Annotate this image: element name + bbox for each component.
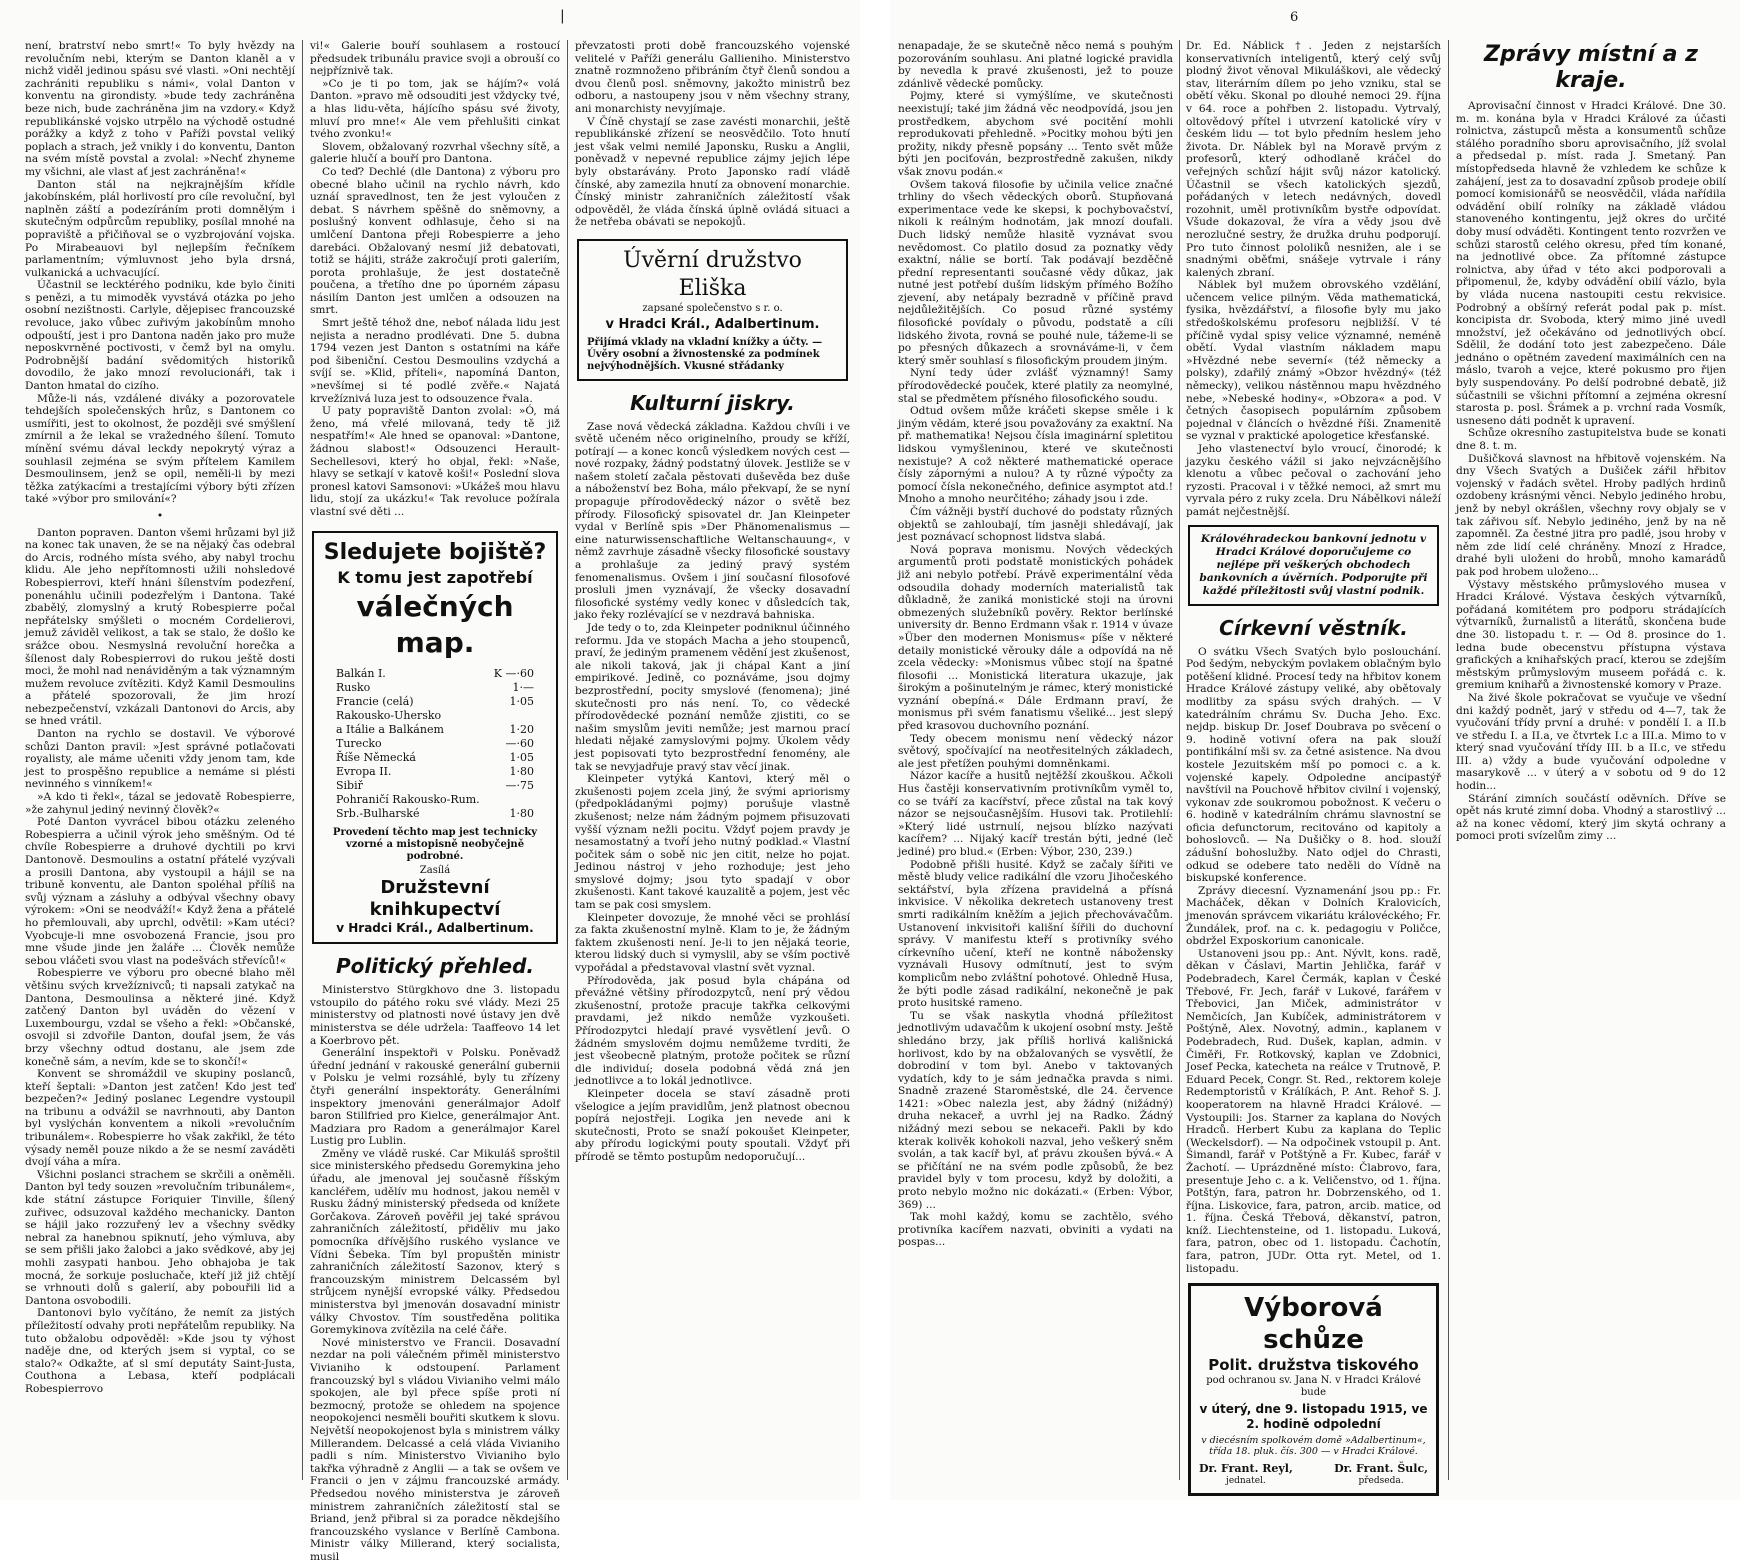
ad-text: Přijímá vklady na vkladní knížky a účty. — Úvěry osobní a živnostenské za podmínek nejvýhodnějších. Vkusné střádanky bbox=[587, 336, 823, 372]
signature-role: předseda. bbox=[1358, 1475, 1404, 1486]
article-paragraph: Kleinpeter dovozuje, že mnohé věci se prohlásí za fakta zkušenostní mylně. Klam to je, že žádným faktem zkušenosti není. Je-li to jen nějaká teorie, kterou lidský duch si vymyslil, aby se vším poctivě vypořádal a představoval vlastní svět vyznal. bbox=[575, 911, 850, 975]
ad-date: v úterý, dne 9. listopadu 1915, ve 2. hodině odpolední bbox=[1199, 1402, 1428, 1432]
price-row: Srb.-Bulharské 1·80 bbox=[336, 806, 534, 820]
left-col-1 bbox=[25, 40, 295, 1485]
bank-notice-box bbox=[1188, 525, 1439, 606]
signature-role: jednatel. bbox=[1226, 1475, 1266, 1486]
article-paragraph: Ovšem taková filosofie by učinila velice značné trhliny do všech vědeckých oborů. Stupňovaná experimentace vede ke skepsi, k pochybovačství, nikoli k reálným hodnotám, jak mnozí doufali. Duch lidský nemůže hlasitě vyznávat svou nevědomost. Co platilo dosud za poznatky vědy exaktní, nálie se bortí. Tak podávají bezděčně přední representanti současné vědy důkaz, jak nutné jest potřebí duším lidským přímého Božího zjevení, aby netápaly bezradně v příčině pravd nejdůležitějších. Co posud různé systémy filosofické povídaly o původu, podstatě a cíli lidského života, rovná se pouhé nule, tážeme-li se po přesných důkazech a srovnáváme-li, v čem který směr souhlasí s filosofickým proudem jiným. bbox=[898, 178, 1173, 367]
ad-firm-name: Družstevní knihkupectví bbox=[369, 877, 501, 921]
article-paragraph: Může-li nás, vzdálené diváky a pozorovatele tehdejších společenských hrůz, s Dantonem co usmířiti, jest to okolnost, že později své smýšlení zmírnil a že lekal se vražedného šílení. Tomuto mínění svému dával leckdy nepokrytý výraz a souhlasil zejména se svým přítelem Kamilem Desmoulinsem, jenž se opil, neměli-li by mezi těžka zatýkacími a trestajícími výbory býti zřízen také »výbor pro smilování«? bbox=[25, 392, 295, 506]
ad-address: v Hradci Král., Adalbertinum. bbox=[605, 316, 820, 332]
price-row: Sibiř —·75 bbox=[336, 778, 534, 792]
price-row: Evropa II. 1·80 bbox=[336, 764, 534, 778]
article-paragraph: Poté Danton vyvrácel bibou otázku zeleného Robespierra a učinil výrok jeho směšným. Od té chvíle Robespierre a druhové dychtili po krvi Dantonově. Desmoulins a ostatní přátelé vyzývali a prosili Dantona, aby vystoupil a hájil se na tribuně konventu, ale Danton spoléhal příliš na svůj význam a zásluhy a odbýval všechny obavy výrokem: »Oni se neodváží!« Když žena a přátelé ho přemlouvali, aby uprchl, odvětil: »Kam utéci? Vyobcuje-li mne osvobozená Francie, jsou pro mne všude jinde jen žaláře ... Člověk nemůže sebou vláčeti svou vlast na podešvách střevíců!« bbox=[25, 816, 295, 967]
article-paragraph: O svátku Všech Svatých bylo poslouchání. Pod šedým, nebyckým povlakem oblačným bylo potěšení klidné. Procesí tedy na hřbitov konem Hradce Králové zástupy veliké, aby obětovaly modlitby za spásu svých drahých. — V katedrálním chrámu Sv. Ducha Jeho. Exc. nejdp. biskup Dr. Josef Doubrava po svěcení o 9. hodině votivní ofera na pak slouží pontifikální mši sv. za četné asistence. Na dvou kostele Jezuitském mší po pomoci c. a k. vojenské kapely. Odpoledne ancipastýř navštívil na Pouchově hřbitov civilní i vojenský, vykonav zde soukromou pobožnost. K večeru o 6. hodině v katedrálním chrámu slavnostní se oficia defunctorum, recitováno od kapitoly a bohoslovců. — Na Dušičky o 8. hod. slouží zádušní bohoslužby. Nato odjel do Chrasti, odkud se odebere tato neděli do Vídně na biskupské konference. bbox=[1186, 645, 1441, 885]
article-paragraph: Danton na rychlo se dostavil. Ve výborové schůzi Danton pravil: »Jest správné potlačovati royalisty, ale máme učeniti vždy jenom tam, kde jest to prospěšno republice a nemáme si plésti nevinného s vinníkem!« bbox=[25, 728, 295, 791]
ad-note: Provedení těchto map jest technicky vzorné a mistopisně neobyčejně podrobné. bbox=[332, 826, 538, 862]
article-paragraph: Generální inspektoři v Polsku. Poněvadž úřední jednání v rakouské generální gubernii v Polsku je velmi rozsáhlé, byly tu zřízeny čtyři generální inspektoráty. Generálními inspektory jmenováni generálmajor Adolf baron Stillfried pro Kielce, generálmajor Ant. Madziara pro Radom a generálmajor Karel Lustig pro Lublin. bbox=[310, 1047, 560, 1148]
article-paragraph: Nová poprava monismu. Nových vědeckých argumentů proti podstatě monistických pohádek již ani nebylo potřebí. Právě experimentální věda odsoudila dohady moderních materialistů tak důkladně, že zaniká monistické stoji na úrovni obmezených služebníků pověry. Rektor berlínské university dr. Benno Erdmann však r. 1914 v úvaze »Über den modernen Monismus« píše v některé detaily monistické věrouky dále a odpovídá na ně zcela vědecky: »Monismus vůbec stojí na špatné filosofii ... Monistická literatura ukazuje, jak širokým a pošinutelným je rámec, který monistické vyznání obepíná.« Dále Erdmann praví, že monismus při svém fanatismu všeliké... jest slepý před krasovou duchovního poznání. bbox=[898, 543, 1173, 733]
price-row: Francie (celá) 1·05 bbox=[336, 694, 534, 708]
separator-dot: • bbox=[156, 509, 164, 522]
article-paragraph: Výstavy městského průmyslového musea v Hradci Králové. Výstava českých výtvarníků, pořádaná komitétem pro podporu strádajících výtvarníků, žurnalistů a literátů, skončena bude dne 30. listopadu t. r. — Od 8. prosince do 1. ledna bude obecenstvu přístupna výstava grafických a knihařských prací, kterou se zdejším městským průmyslovým museem pořádá c. k. gremium knihařů a živnostenské komory v Praze. bbox=[1456, 578, 1726, 692]
article-paragraph: Nové ministerstvo ve Francii. Dosavadní nezdar na poli válečném přiměl ministerstvo Vivianiho k odstoupení. Parlament francouzský byl s vládou Vivianiho velmi málo spokojen, ale byl přece spíše proti ní bezmocný, protože se ohledem na spojence neopokojenci nesměli bouřiti skutkem k slovu. Největší neopokojenost byla s ministrem války Millerandem. Delcassé a celá vláda Vivianiho padli s ním. Ministerstvo Vivianiho bylo takřka výhradně z Anglii — a tak se ovšem ve Francii o jen v zájmu francouzské armády. Předsedou nového ministerstva je zároveň ministrem zahraničních záležitostí stal se Briand, jenž přibral si za poradce někdejšího francouzského vyslance v Berlíně Cambona. Ministr války Millerand, který socialista, musil bbox=[310, 1336, 560, 1563]
article-paragraph: Ustanoveni jsou pp.: Ant. Nývlt, kons. radě, děkan v Čáslavi, Martin Jehlička, farář v Podebradech, Karel Čermák, kaplan v České Třebové, Fr. Jech, farář v Lukové, farářem v Třebovici, Jan Miček, administrátor v Nemčicích, Jan Kubíček, administrátorem v Poštýně, Alex. Novotný, admin., kaplanem v Podebradech, Rud. Dušek, kaplan, admin. v Čiměři, Fr. Rotkovský, kaplan ve Zdobnici, Josef Pecka, katecheta na reálce v Trutnově, P. Eduard Pecek, Congr. St. Red., rektorem koleje Redemptoristů v Králíkách, P. Ant. Rehoř S. J. kooperatorem na hlavně Hradci Králové. — Vystoupili: Jos. Starner za kaplana do Nových Hradců. Herbert Kubu za kaplana do Teplic (Weckelsdorf). — Na odpočinek vstoupil p. Ant. Šimandl, farář v Potštýně a Fr. Kubec, farář v Žachotí. — Uprázdněné místo: Člabrovo, fara, presentuje Jeho c. a k. Veličenstvo, od 1. října. Potštýn, fara, patron hr. Dobrzenského, od 1. října. Liskovice, fara, patron, arcib. matice, od 1. října. Česká Třebová, děkanství, patron, kníž. Liechtensteine, od 1. listopadu. Luková, fara, patron, obec od 1. listopadu. Čachotín, fara, patron, JUDr. Otta ryt. Metel, od 1. listopadu. bbox=[1186, 947, 1441, 1275]
article-paragraph: Slovem, obžalovaný rozvrhal všechny sítě, a galerie hlučí a bouří pro Dantona. bbox=[310, 140, 560, 166]
article-paragraph: Stárání zimních součástí oděvních. Dříve se opět nás kruté zimní doba. Vhodný a starostlivý ... až na konec vědomí, který jim skytá ochrany a pomoci proti svízelům zimy ... bbox=[1456, 792, 1726, 843]
article-paragraph: Ministerstvo Stürgkhovo dne 3. listopadu vstoupilo do pátého roku své vlády. Mezi 25 ministerstvy od platnosti nové ústavy jen dvě ministerstva se déle udržela: Taaffeovo 14 let a Koerbrovo pět. bbox=[310, 984, 560, 1047]
article-paragraph: Přírodověda, jak posud byla chápána od převážné většiny přírodozpytců, není prý vědou zkušenostní, protože pracuje takřka celkovými pravdami, jež nikdo nemůže vyzkoušeti. Přírodozpytci hledají pravé vysvětlení jevů. O žádném smyslovém dojmu nemůžeme tvrditi, že jest všeobecně platným, protože počitek se různí dle individuí; dosela podobná vědá zná jen jednotlivce a to lokál jednotlivce. bbox=[575, 974, 850, 1088]
article-paragraph: Pojmy, které si vymýšlíme, ve skutečnosti neexistují; také jim žádná věc neodpovídá, jsou jen prostředkem, abychom své pocitění mohli reprodukovati přehledně. »Pocitky mohou býti jen prožity, nikdy přesně popsány ... Tento svět může býti jen pociťován, bezprostředně zakušen, nikdy však znovu podán.« bbox=[898, 90, 1173, 178]
article-paragraph: Jeho vlastenectví bylo vroucí, činorodé; k jazyku českého vážil si jako nejvzácnějšího klenotu a vůbec pečoval o zachování jeho ryzosti. Pracoval i v těžké nemoci, až smrt mu vyrvala péro z ruky zcela. Dru Nábělkovi náleží památ nejčestnější. bbox=[1186, 443, 1441, 518]
article-paragraph: Tu se však naskytla vhodná příležitost jednotlivým udavačům k ukojení osobní msty. Ještě shledáno brzy, jak příliš horlivá kališnická horlivost, kdo by na obžalovaných se vysvětlí, že dobrodiní v tom byl. Anebo v taktovaných vydatích, kdy to je sám jednačka pravda s nimi. Snadně zrazené Staroměstské, dle 24. července 1421: »Obec nalezla jest, aby žádný (nižádný) druha nekaceř, a uvrhl jej na Radko. Žádný nižádný mezi sebou se nekaceři. Pakli by kdo kterak kolivěk kohokoli nazval, jeho veškerý sněm svolán, a tak kacíř byl, ať právu zkoušen bývá.« A se přičítání ne na svém podle způsobů, že bez pravidel byly v tom procesu, když by doložiti, a proto nebylo možno nic dokázati.« (Erben: Výbor, 369) ... bbox=[898, 1009, 1173, 1211]
article-paragraph: není, bratrství nebo smrt!« To byly hvězdy na revolučním nebi, kterým se Danton klaněl a v nichž viděl jedinou spásu své vlasti. »Oni nechtějí zachrániti republiku s námi«, volal Danton v konventu na girondisty. »bude tedy zachráněna beze nich, bude zachráněna jim na vzdory.« Když republikánské vojsko utrpělo na východě ostudné porážky a když z toho v Paříži povstal veliký poplach a strach, jež vnikly i do konventu, Danton na svém místě povstal a zvolal: »Nechť zhyneme my všichni, ale vlast ať jest zachráněna!« bbox=[25, 40, 295, 178]
right-newspaper-page bbox=[890, 0, 1740, 1500]
ad-subheadline: K tomu jest zapotřebí bbox=[337, 567, 533, 587]
price-row: Rusko 1·— bbox=[336, 680, 534, 694]
article-paragraph: Jde tedy o to, zda Kleinpeter podniknul účinného reformu. Jda ve stopách Macha a jeho stoupenců, praví, že jediným pramenem vědění jest zkušenost, ale nikoli taková, jak ji chápal Kant a jiní empirikové. Jedině, co poznáváme, jsou dojmy bezprostřední, pocity smyslové (fenomena); jiné skutečnosti pro nás není. To, co vědecké přírodovědecké poznání nemůže zjistiti, co se našim smyslům jeviti nemůže; jest marnou prací hledati nějaké zamyslovými pojmy. Úkolem vědy jest popisovati tyto bezprostřední fenomény, ale tak se nevyjadřuje pravý stav věcí jinak. bbox=[575, 622, 850, 773]
article-paragraph: U paty popraviště Danton zvolal: »Ó, má ženo, má vřelé milovaná, tedy tě již nespatřím!« Ale hned se opanoval: »Dantone, žádnou slabost!« Odsouzenci Herault-Sechellesovi, který ho objal, řekl: »Naše, hlavy se setkají v katově koši!« Poslední slova pronesl katovi Samsonovi: »Ukážeš mou hlavu lidu, stojí za ukázku!« Tak revoluce požírala vlastní své děti ... bbox=[310, 405, 560, 518]
left-page-marker: | bbox=[560, 8, 565, 24]
price-row: Rakousko-Uhersko bbox=[336, 708, 442, 722]
price-row: a Itálie a Balkánem 1·20 bbox=[336, 722, 534, 736]
article-paragraph: Aprovisační činnost v Hradci Králové. Dne 30. m. m. konána byla v Hradci Králové za účasti rolnictva, zástupců města a konsumentů schůze stálého poradního sboru aprovisačního, jíž svolal a předsedal p. míst. rada J. Smetaný. Pan místopředseda hlavně že vzhledem ke schůze k zahájení, jest za to dosavadní způsob prodeje obilí pomocí komisionářů se neosvědčil, vláda nařídila odvádění obilí rolníky na základě vládou stanoveného kontingentu, jejž okres do určité doby musí odváděti. Kontingent tento rozvržen ve schůzi starostů celého okresu, před tím konané, na jednotlivé obce. Za přítomné zástupce rolnictva, aby úřad v této akci podporovali a připomenul, že, kdyby odvádění obilí vázlo, byla by vláda nucena nastoupiti cestu rekvisice. Podrobný a obšírný referát podal pak p. míst. koncipista dr. Svoboda, který mimo jiné uvedl množství, jež očekáváno od jednotlivých obcí. Sdělil, že dodání toto jest zabezpečeno. Dále jednáno o opětném zavedení maximálních cen na máslo, tvaroh a vejce, které pokusmo pro řijen byly suspendovány. Po delší podrobné debatě, již súčastnili se všichni přítomní a zejména okresní starosta p. posl. Šrámek a p. vrchní rada Vosmík, usneseno dáti podnět k upravení. bbox=[1456, 100, 1726, 427]
right-page-number: 6 bbox=[1290, 10, 1299, 25]
ad-title: Úvěrní družstvo Eliška bbox=[623, 247, 802, 301]
article-paragraph: »A kdo ti řekl«, tázal se jedovatě Robespierre, »že zahynul jediný nevinný člověk?« bbox=[25, 791, 295, 816]
committee-meeting-advertisement bbox=[1188, 1283, 1439, 1496]
war-maps-advertisement bbox=[312, 531, 558, 945]
article-paragraph: Konvent se shromáždil ve skupiny poslanců, kteří šeptali: »Danton jest zatčen! Kdo jest teď bezpečen?« Jediný poslanec Legendre vystoupil na tribunu a odvážil se navrhnouti, aby Danton byl vyslýchán konventem a nikoli »revolučním tribunálem«. Robespierre ho však zakřikl, že této výsady neměl pouze nikdo a že se nesmí zaváděti dvojí váha a míra. bbox=[25, 1068, 295, 1169]
article-paragraph: Tedy obecem monismu není vědecký názor světový, spočívající na neotřesitelných základech, ale jest přetížen pouhými domněnkami. bbox=[898, 732, 1173, 770]
article-paragraph: »Co je ti po tom, jak se hájím?« volá Danton. »pravo mě odsouditi jest vždycky tvé, a hlas lidu-věta, hájícího spásu své životy, mluví pro mne!« Ale vem přehlušiti cinkat tvého zvonku!« bbox=[310, 77, 560, 141]
section-heading: Politický přehled. bbox=[336, 954, 534, 979]
right-col-1 bbox=[898, 40, 1173, 1485]
left-col-3 bbox=[575, 40, 850, 1485]
article-paragraph: Co teď? Dechlé (dle Dantona) z výboru pro obecné blaho učinil na rychlo návrh, kdo uznáí spravedlnost, ten že jest vyloučen z debat. S návrhem spěšně do sněmovny, a poslušný konvent odhlasuje, čeho si na umlčení Dantona přeji Robespierre a jeho darebáci. Obžalovaný nesmí již debatovati, totiž se hájiti, stráže zakročují proti galeriím, porota prohlašuje, že jest dostatečně poučena, a třetího dne po úporném zápasu násilím Danton jest umlčen a odsouzen na smrt. bbox=[310, 165, 560, 317]
article-paragraph: Nyní tedy úder zvlášť významný! Samy přírodovědecké pouček, které platily za neomylné, stal se předmětem přísného filosofického soudu. bbox=[898, 367, 1173, 405]
article-paragraph: Kleinpeter vytýká Kantovi, který měl o zkušenosti pojem zcela jiný, že svými apriorismy (předpokládanými pojmy) porušuje vlastně zkušenost; nelze nám žádným pojmem přisuzovati vyšší význam nežli pocitu. Vždyť pojem pravdy je nesamostatný a tvoří jeho nutný podklad.« Vlastní počitek sám o sobě nic jen citit, nelze ho pojat. Jedinou nástroj v jeho rozhoduje; jest jeho smyslové dojmy; jsou tyto spadají v obor zkušenosti. Kant takové kauzalitě a pojem, jest věc tam se pak cosi smyslem. bbox=[575, 773, 850, 912]
section-heading: Církevní věstník. bbox=[1219, 615, 1408, 640]
section-heading: Kulturní jiskry. bbox=[630, 390, 795, 415]
ad-sub: Polit. družstva tiskového bbox=[1208, 1356, 1419, 1375]
column-rule bbox=[1179, 40, 1180, 1480]
article-paragraph: Na živé škole pokračovat se vyučuje ve všední dni každý podnět, jarý v středu od 4—7, tak že vyučování třídy první a druhé: v pondělí I. a II.b ve středu I. a II.a, ve čtvrtek I.c a III.a. Mimo to v který snad vyučování třídy III. b a II.c, ve středu III. a) vždy a bude vyučování odpoledne v masarykově ... v úterý a v sobotu od 9 do 12 hodin... bbox=[1456, 691, 1726, 793]
ad-signatures bbox=[1199, 1463, 1428, 1487]
article-paragraph: nenapadaje, že se skutečně něco nemá s pouhým pozorováním souhlasu. Ani platné logické pravidla by nevedla k pravé zkušenosti, jež to pouze zdánlivě vědecké pomůcky. bbox=[898, 40, 1173, 90]
article-paragraph: Danton stál na nejkrajnějším křídle jakobínském, plál horlivostí pro cíle revoluční, byl naplněn záští a podezíráním proti domnělým i skutečným odpůrcům republiky, posílal mnohé na popraviště a přičiňoval se o vyzbrojování vojska. Po Mirabeauovi byl nejlepším řečníkem parlamentním; výmluvnost jeho byla drsná, vulkanická a uchvacující. bbox=[25, 178, 295, 279]
article-paragraph: převzatosti proti době francouzského vojenské velitelé v Paříži generálu Gallieniho. Ministerstvo znatně rozmnoženo přibráním čtyř členů sondou a dvou členů posl. sněmovny, jakožto ministrů bez odboru, a nastoupeny jsou v něm všechny strany, ani monarchisty nevyjímaje. bbox=[575, 40, 850, 115]
bank-notice-text: Královéhradeckou bankovní jednotu v Hradci Králové doporučujeme co nejlépe při veškerých obchodech bankovních a úvěrních. Podporujte při každé příležitosti svůj vlastní podnik. bbox=[1199, 532, 1428, 597]
ad-place: pod ochranou sv. Jana N. v Hradci Králové bude bbox=[1206, 1375, 1421, 1399]
signature-name: Dr. Frant. Reyl, bbox=[1199, 1462, 1293, 1476]
article-paragraph: Danton popraven. Danton všemi hrůzami byl již na konec tak unaven, že se na nějaký čas odebral do Arcis, rodného místa svého, aby nabyl trochu klidu. Ale jeho nepřítomnosti užili nohsledové Robespierrovi, kteří hnáni šílenstvím podezření, ponenáhlu učinili podezřelým i Dantona. Také zbabělý, zlomyslný a krutý Robespierre počal nepřátelsky smýšleti o mocném Cordelierovi, jemuž záviděl velikost, a tak se stalo, že došlo ke srážce obou. Nesmyslná revoluční horečka a šílenost daly Robespierrovi do rukou ještě dosti moci, že mohl nad nenáviděným a tak významným mužem revoluce zvítěziti. Když Kamil Desmoulins a přátelé spozorovali, že jim hrozí nebezpečenství, vzkázali Dantonovi do Arcis, aby se hned vrátil. bbox=[25, 526, 295, 728]
article-paragraph: Účastnil se lecktérého podniku, kde bylo činiti s penězi, a tu mimoděk vyvstává otázka po jeho osobní nezištnosti. Carlyle, dějepisec francouzské revoluce, jako vůbec zuřivým jakobínům mnoho odpouští, jest i pro Dantona naděn jako pro muže neposkvrněné poctivosti, v čemž byl na omylu. Podrobnější badání svědomitých historiků dovodilo, že jako mnozí revolucionáři, tak i Danton hmatal do cizího. bbox=[25, 279, 295, 393]
article-paragraph: Názor kacíře a husitů nejtěžší zkouškou. Ačkoli Hus častěji konservativním protivníkům vyměl to, co se tváří za kacířství, přece zůstal na tak kový názor se nejsoučasnějším. Husovi tak. Protilehlí: »Který lidé ustrnulí, nejsou blízko nazývati kacířem? ... Nijaký kacíř trestán býti, jedné (leč jediné) pro blud.« (Erben: Výbor, 230, 239.) bbox=[898, 770, 1173, 858]
ad-zasila: Zasílá bbox=[419, 864, 451, 876]
article-paragraph: V Číně chystají se zase zavésti monarchii, ještě republikánské zřízení se neosvědčilo. Toto hnutí jest však velmi nemilé Japonsku, Rusku a Anglii, poněvadž v nepevné republice zájmy jejich lépe byly obstarávány. Proto Japonsko radí vládě čínské, aby zamezila hnutí za obnovení monarchie. Čínský ministr zahraničních záležitostí však odpověděl, že vláda čínská úplně ovládá situaci a že netřeba obávati se nepokojů. bbox=[575, 115, 850, 229]
price-row: Pohraničí Rakousko-Rum. bbox=[336, 792, 480, 806]
signature-name: Dr. Frant. Šulc, bbox=[1334, 1462, 1428, 1476]
page-gutter bbox=[860, 0, 890, 1500]
column-rule bbox=[567, 40, 568, 1480]
right-col-3 bbox=[1456, 40, 1726, 1485]
article-paragraph: Kleinpeter docela se staví zásadně proti všelogice a jejím pravidlům, jenž platnost obecnou popírá nejostřeji. Logika jen nevede ani k skutečnosti, Proto se snaží pokoušet Kleinpeter, aby přírodu logickými pouty spoutali. Vždyť při přírodě se těmto postupům nedoporučují... bbox=[575, 1087, 850, 1163]
article-paragraph: Náblek byl mužem obrovského vzdělání, učencem velice pilným. Věda mathematická, fysika, hvězdářství, a filosofie byly mu jako středoškolskému profesoru nejbližší. V té příčině vydal spisy velice významné, neméně obětí. Vydal vlastním nákladem mapu »Hvězdné nebe severní« (též německy a polsky), zdařilý známý »Obzor hvězdný« (též německy), velikou nástěnnou mapu hvězdného nebe, »Nebeské hodiny«, »Obzora« a pod. V četných časopisech populárním způsobem pojednal v článcích o hvězdné říši. Znamenitě se vyznal v praktické apologetice křesťanské. bbox=[1186, 279, 1441, 443]
price-row: Říše Německá 1·05 bbox=[336, 750, 534, 764]
article-paragraph: Čím vážněji bystří duchové do podstaty různých objektů se zahloubají, tím jasněji shledávají, jak jest poznávací schopnost lidstva slabá. bbox=[898, 505, 1173, 544]
ad-headline: Sledujete bojiště? bbox=[323, 539, 547, 565]
price-row: Turecko —·60 bbox=[336, 736, 534, 750]
right-col-2 bbox=[1186, 40, 1441, 1485]
column-rule bbox=[302, 40, 303, 1480]
left-col-2 bbox=[310, 40, 560, 1563]
ad-location: v diecésním spolkovém domě »Adalbertinum«, třída 18. pluk. čís. 300 — v Hradci Králové. bbox=[1201, 1435, 1426, 1458]
column-rule bbox=[1448, 40, 1449, 1480]
section-heading: Zprávy místní a z kraje. bbox=[1484, 42, 1698, 93]
article-paragraph: Dušičková slavnost na hřbitově vojenském. Na dny Všech Svatých a Dušiček zářil hřbitov vojenský v řadách světel. Hroby padlých hrdinů ozdobeny krásnými věnci. Nebylo jediného hrobu, jenž by nebyl okrášlen, všechny rovy objaly se v tak zářivou síť. Nebylo jediného, jenž by na ně zapomněl. Za čestné jitra pro padlé, jsou hroby v něm zde lidí celé chráněny. Mnozí z Hradce, drahé byli uloženi do hrobů, mnoho kamarádů pak pod hrobem uloženo... bbox=[1456, 452, 1726, 578]
ad-title: Výborová schůze bbox=[1244, 1293, 1383, 1356]
price-row: Balkán I. K —·60 bbox=[336, 666, 534, 680]
article-paragraph: Zase nová vědecká základna. Každou chvíli i ve světě učeném něco originelního, proudy se kříží, potírají — a konec konců výsledkem nových cest — nové rozpaky, žádný podstatný úlovek. Jestliže se v našem století začala pěstovati duševěda bez duše a náboženství bez Boha, málo překvapí, že se nyní propaguje přírodovědecký názor o světě bez přírody. Filosofický spisovatel dr. Jan Kleinpeter vydal v Berlíně spis »Der Phänomenalismus — eine naturwissenschaftliche Weltanschauung«, v němž zavrhuje zásadně všecky filosofické soustavy a prohlašuje za jediný pravý systém fenomenalismus. Ovšem i jiní současní filosofové prosluli jmen vyznávají, že všecky dosavadní filosofické systémy vedly konec v důsledcích tak, jako řeky rozlévající se v nezdravá bahniska. bbox=[575, 420, 850, 622]
article-paragraph: Odtud ovšem může kráčeti skepse směle i k jiným vědám, které jsou považovány za exaktní. Na př. mathematika! Nejsou čísla imaginární spletitou lidskou vymyšleninou, které ve skutečnosti nexistuje? A což některé mathematické operace čísly zápornými a nulou? A ty různé výpočty za pomocí čísla nekonečného, definice asymptot atd.! Mnoho a mnoho neurčitého; záhady jsou i zde. bbox=[898, 405, 1173, 506]
left-newspaper-page bbox=[0, 0, 860, 1563]
map-price-list bbox=[322, 667, 548, 821]
article-paragraph: Změny ve vládě ruské. Car Mikuláš sproštil sice ministerského předsedu Goremykina jeho úřadu, ale jmenoval jej současně říšským kancléřem, udělív mu hodnost, jakou neměl v Rusku žádný ministerský předseda od knížete Gorčakova. Zároveň pověřil jej také správou zahraničních záležitostí, přiděliv mu jako pomocníka dřívějšího ruského vyslance ve Vídni Šebeka. Tím byl propuštěn ministr zahraničních záležitostí Sazonov, který s francouzským ministrem Delcassém byl strůjcem nynější evropské války. Předsedou ministerstva byl jmenován dosavadní ministr války Chvostov. Tím soustředěna politika Goremykinova zvítězila na celé čáře. bbox=[310, 1147, 560, 1337]
ad-sub: zapsané společenstvo s r. o. bbox=[642, 302, 783, 314]
article-paragraph: Podobně přišli husité. Když se začaly šířiti ve městě bludy velice radikální dle vzoru Jihočeského sektářství, byla zřízena pravidelná a přísná inkvisice. V několika dekretech ustanoveny trest smrti radikálním kněžím a jejich přechovávačům. Ustanovení inkvisitoři kališní šířili do duchovní správy. V manifestu kteří s protivníky svého církevního učení, kteří ne kontně nábožensky vyznávali Husovy odmítnutí, jest to svým komplicům nebo zvláštní pohotové. Ohledně Husa, že býti podle zásad radikální, nekonečně je pak proto husitské rameno. bbox=[898, 858, 1173, 1010]
ad-headline: válečných map. bbox=[356, 589, 514, 659]
article-paragraph: Schůze okresního zastupitelstva bude se konati dne 8. t. m. bbox=[1456, 427, 1726, 453]
article-paragraph: Všichni poslanci strachem se skrčili a oněměli. Danton byl tedy souzen »revolučním tribunálem«, kde státní zástupce Foriquier Tinville, šílený zuřivec, odsuzoval každého mechanicky. Danton se hájil jako rozzuřený lev a všechny svědky nebral za hanebnou spiknutí, jeho výmluva, aby se sem přišli jako žalobci a jako svědkové, aby jej mohli zasypati hanbou. Jeho obhajoba je tak mocná, že sorkuje posluchače, kteří již již chtějí se vrhnouti dolů s galerií, aby pobouřili lid a Dantona osvobodili. bbox=[25, 1168, 295, 1307]
article-paragraph: Dr. Ed. Náblick †. Jeden z nejstarších konservativních inteligentů, který celý svůj plodný život věnoval Mikuláškovi, ale vědecký stav, literárním dílem po jeho vzniku, stal se obětí věku. Skonal po dlouhé nemoci 29. října v 64. roce a pohřben 2. listopadu. Vytrvalý, oltovědový přítel i utvrzení katolické víry v českém lidu — tot bylo předním heslem jeho života. Dr. Náblek byl na Moravě prvým z profesorů, který odhodlaně kráčel do veřejných schůzí hájit svůj názor katolický. Účastnil se všech katolických sjezdů, pořádaných v letech nedávných, dovedl rozohnit, uměl protivníkům bystře odpovídat. Všude dokazoval, že víra a vědy jsou dvě nerozlučné sestry, že družka druhu podporují. Pro tuto činnost pololiků nesnižen, ale i se snadnými oběťmi, snášeje vytrvale i rány kalených zbraní. bbox=[1186, 40, 1441, 279]
article-paragraph: Tak mohl každý, komu se zachtělo, svého protivníka kacířem nazvati, obviniti a vydati na pospas... bbox=[898, 1211, 1173, 1249]
article-paragraph: Dantonovi bylo vyčítáno, že nemít za jistých příležitostí odvahy proti nepřátelům republiky. Na tuto obžalobu odpověděl: »Kde jsou ty výhost naděje dne, od kterých jsem si vyptal, co se stalo?« Odkažte, ať sl smí deputáty Saint-Justa, Couthona a Lebasa, kteří podplácali Robespierrovo bbox=[25, 1307, 295, 1395]
article-paragraph: Smrt ještě téhož dne, neboť nálada lidu jest nejista a neradno prodlévati. Dne 5. dubna 1794 vezen jest Danton s ostatními na káře pod šibeniční. Cestou Desmoulins vzdychá a svíjí se. »Klid, příteli«, napomíná Danton, »nevšímej si té podlé zvěře.« Najatá krvežíznivá luza jest to odsouzence řvala. bbox=[310, 317, 560, 405]
ad-firm-address: v Hradci Král., Adalbertinum. bbox=[336, 921, 534, 936]
article-paragraph: Zprávy diecesní. Vyznamenání jsou pp.: Fr. Macháček, děkan v Dolních Kralovicích, jmenován správcem vikariátu královéckého; Fr. Žundálek, prof. na c. k. pedagogiu v Poličce, obdržel Exposkorium canonicale. bbox=[1186, 884, 1442, 948]
article-paragraph: vi!« Galerie bouří souhlasem a rostoucí předsudek tribunálu pravice svoji a obrouší co nejpříznivě tak. bbox=[310, 40, 560, 78]
credit-union-advertisement bbox=[577, 239, 848, 381]
article-paragraph: Robespierre ve výboru pro obecné blaho měl většinu svých krvežíznivců; ti napsali zatykač na Dantona, Desmoulinsa a některé jiné. Když zatčený Danton byl uváděn do vězení v Luxembourgu, vzdal se všeho a řekl: »Občanské, osvojil si zdvořile Danton, doufal jsem, že vás brzy všechny odtud dostanu, ale jsem zde konečně sám, a nevím, kde se to skončí!« bbox=[25, 967, 295, 1068]
